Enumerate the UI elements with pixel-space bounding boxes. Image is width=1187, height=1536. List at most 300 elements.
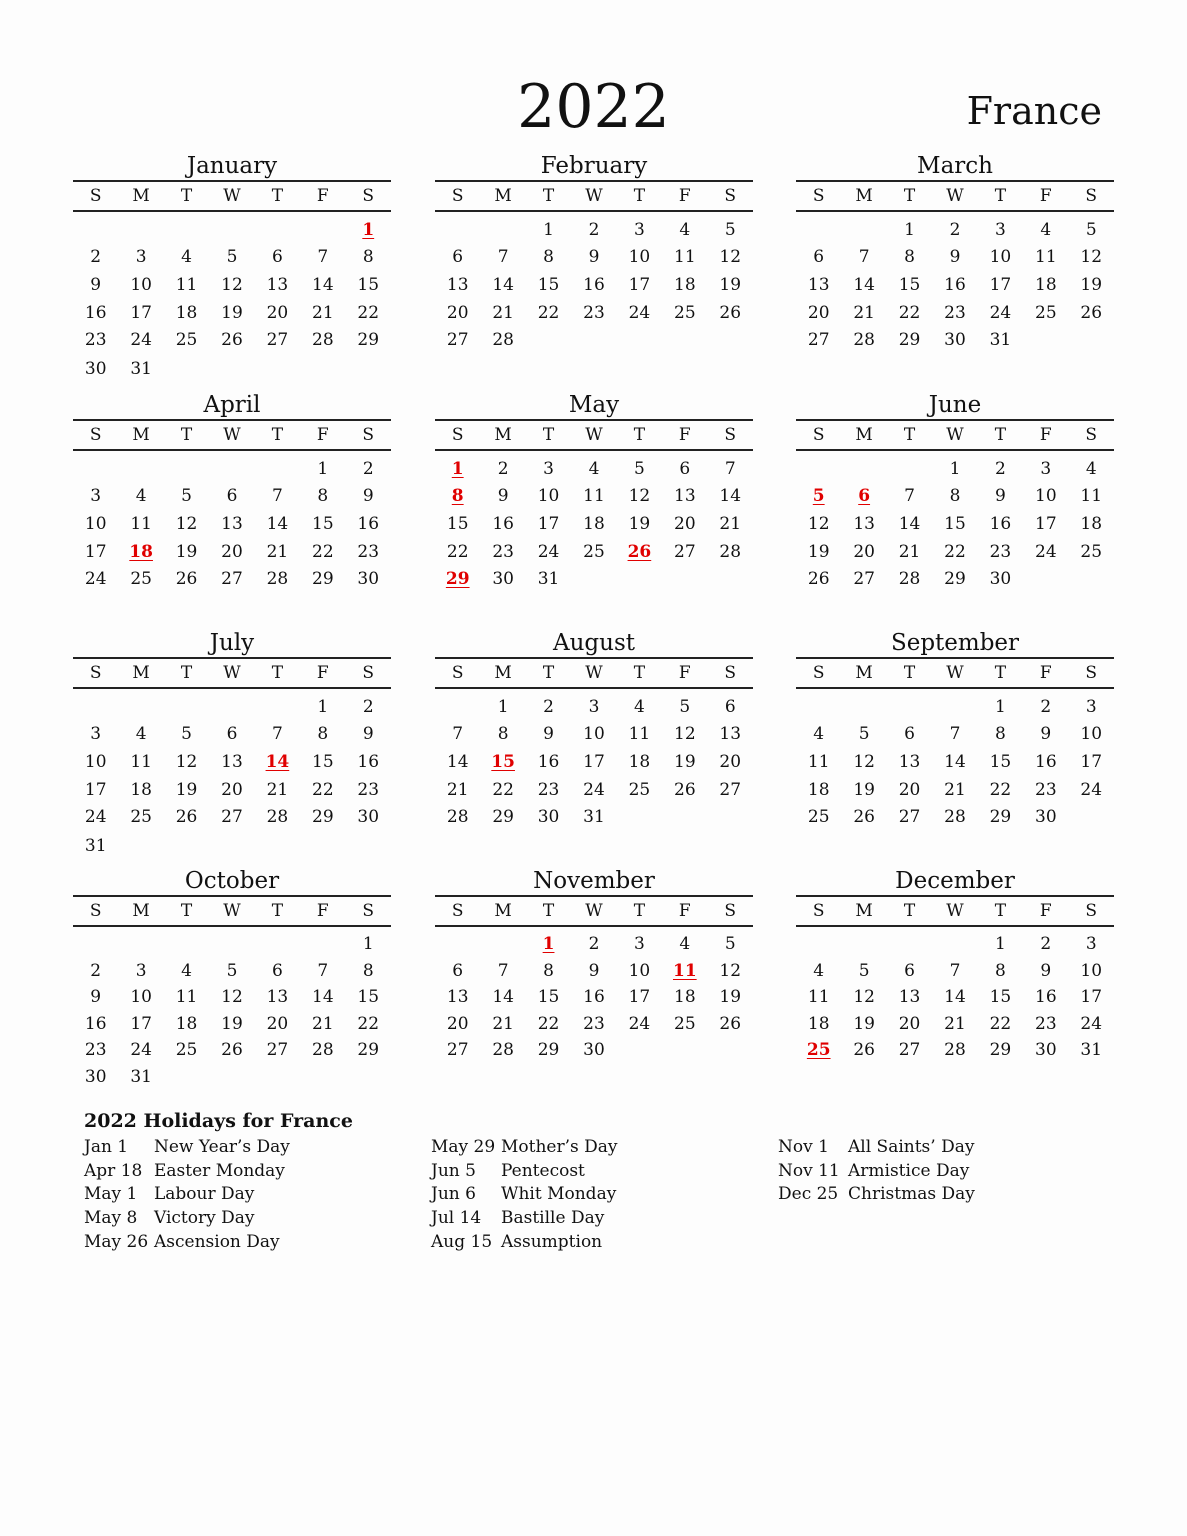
day-cell: 16 — [1035, 751, 1057, 772]
month-name: September — [796, 629, 1114, 659]
week-row — [796, 566, 1114, 594]
day-cell: 4 — [813, 960, 825, 981]
holiday-day-cell: 8 — [451, 486, 464, 506]
day-cell: 1 — [949, 459, 961, 479]
day-cell: 1 — [543, 220, 554, 240]
weekday-header — [796, 659, 1114, 689]
day-cell: 18 — [583, 513, 605, 534]
day-cell — [841, 216, 886, 244]
holiday-item — [84, 1183, 290, 1207]
day-cell: 11 — [175, 987, 198, 1007]
day-cell — [1023, 327, 1068, 355]
week-row — [796, 300, 1114, 328]
weekday-label: S — [451, 901, 464, 921]
day-cell: 11 — [628, 724, 651, 744]
day-cell: 13 — [674, 486, 696, 506]
day-cell: 23 — [989, 541, 1012, 562]
day-cell: 30 — [84, 359, 107, 380]
weeks — [73, 455, 391, 594]
holiday-date: May 26 — [84, 1231, 149, 1252]
holiday-name: Bastille Day — [501, 1208, 605, 1229]
day-cell: 12 — [1080, 247, 1103, 267]
holiday-item — [778, 1136, 975, 1160]
day-cell: 9 — [994, 486, 1006, 506]
day-cell: 1 — [904, 220, 915, 240]
day-cell: 4 — [135, 724, 147, 744]
day-cell: 15 — [446, 513, 469, 534]
day-cell: 18 — [1035, 274, 1057, 295]
day-cell: 29 — [312, 807, 334, 828]
day-cell: 14 — [266, 513, 289, 534]
month-june — [796, 391, 1114, 594]
holiday-name: Assumption — [501, 1231, 603, 1252]
day-cell: 30 — [492, 569, 514, 590]
day-cell: 16 — [1035, 987, 1057, 1007]
day-cell: 27 — [807, 330, 830, 351]
day-cell: 17 — [1080, 751, 1103, 772]
day-cell: 28 — [492, 330, 514, 351]
day-cell: 1 — [497, 697, 509, 717]
weekday-label: S — [89, 663, 102, 683]
day-cell: 19 — [221, 1013, 243, 1034]
day-cell: 10 — [130, 987, 152, 1007]
week-row — [435, 272, 753, 300]
day-cell: 14 — [492, 274, 514, 295]
day-cell: 21 — [492, 302, 514, 323]
day-cell: 7 — [949, 960, 961, 981]
month-january — [73, 152, 391, 383]
month-october — [73, 867, 391, 1090]
day-cell — [300, 1064, 345, 1091]
holiday-day-cell: 29 — [445, 569, 470, 590]
month-name: January — [73, 152, 391, 182]
day-cell: 5 — [633, 459, 645, 479]
day-cell: 19 — [719, 274, 742, 295]
month-name: May — [435, 391, 753, 421]
holiday-day-cell: 1 — [362, 220, 375, 240]
day-cell — [164, 832, 209, 860]
weekday-label: T — [903, 663, 916, 683]
day-cell: 16 — [357, 513, 380, 534]
weekday-label: T — [180, 901, 193, 921]
week-row — [73, 355, 391, 383]
day-cell: 26 — [1080, 302, 1103, 323]
day-cell: 15 — [312, 751, 334, 772]
day-cell: 1 — [362, 934, 374, 954]
day-cell: 14 — [312, 274, 334, 295]
holiday-column — [431, 1136, 618, 1254]
week-row — [73, 1037, 391, 1064]
day-cell: 5 — [226, 247, 238, 267]
day-cell — [73, 931, 118, 958]
day-cell: 22 — [989, 1013, 1012, 1034]
holiday-item — [84, 1136, 290, 1160]
week-row — [435, 539, 753, 567]
day-cell — [617, 804, 662, 832]
day-cell: 28 — [492, 1040, 514, 1060]
day-cell: 15 — [537, 274, 560, 295]
day-cell: 9 — [588, 247, 600, 267]
weekday-label: T — [271, 663, 284, 683]
day-cell — [617, 327, 662, 355]
weeks — [435, 455, 753, 594]
week-row — [435, 984, 753, 1011]
day-cell: 10 — [84, 513, 107, 534]
week-row — [796, 1011, 1114, 1038]
week-row — [435, 244, 753, 272]
weeks — [73, 216, 391, 383]
day-cell: 7 — [497, 247, 509, 267]
holiday-name: Armistice Day — [848, 1160, 970, 1181]
day-cell: 4 — [679, 934, 691, 954]
day-cell: 25 — [807, 807, 830, 828]
day-cell: 6 — [271, 247, 283, 267]
day-cell: 9 — [1040, 724, 1052, 744]
day-cell — [887, 693, 932, 721]
week-row — [796, 749, 1114, 777]
day-cell: 26 — [674, 779, 696, 800]
day-cell — [118, 832, 163, 860]
weekday-label: W — [946, 186, 964, 206]
day-cell — [73, 216, 118, 244]
day-cell: 7 — [724, 459, 736, 479]
week-row — [435, 300, 753, 328]
holiday-date: May 1 — [84, 1184, 138, 1205]
day-cell: 12 — [853, 751, 875, 772]
holiday-item — [431, 1160, 618, 1184]
day-cell: 4 — [679, 220, 691, 240]
day-cell: 13 — [807, 274, 830, 295]
day-cell: 6 — [226, 486, 238, 506]
day-cell: 6 — [271, 960, 283, 981]
month-name: March — [796, 152, 1114, 182]
weekday-label: T — [903, 425, 916, 445]
holiday-day-cell: 1 — [542, 934, 555, 954]
week-row — [435, 455, 753, 483]
week-row — [796, 511, 1114, 539]
week-row — [73, 984, 391, 1011]
day-cell: 19 — [719, 987, 742, 1007]
week-row — [73, 958, 391, 985]
holiday-name: Christmas Day — [848, 1184, 975, 1205]
week-row — [796, 984, 1114, 1011]
day-cell — [346, 355, 391, 383]
day-cell: 11 — [175, 274, 198, 295]
day-cell: 15 — [357, 274, 380, 295]
day-cell: 21 — [492, 1013, 514, 1034]
weekday-label: F — [316, 901, 329, 921]
day-cell — [617, 1037, 662, 1064]
month-july — [73, 629, 391, 860]
weekday-header — [796, 897, 1114, 927]
day-cell: 29 — [989, 807, 1012, 828]
weekday-header — [73, 659, 391, 689]
weekday-label: M — [132, 901, 150, 921]
day-cell: 12 — [807, 513, 830, 534]
day-cell: 29 — [989, 1040, 1012, 1060]
day-cell — [346, 832, 391, 860]
weekday-header — [796, 182, 1114, 212]
holiday-name: Whit Monday — [501, 1184, 617, 1205]
day-cell: 16 — [989, 513, 1012, 534]
weekday-label: F — [678, 901, 691, 921]
day-cell — [255, 455, 300, 483]
day-cell: 26 — [175, 807, 198, 828]
month-name: June — [796, 391, 1114, 421]
day-cell — [662, 804, 707, 832]
day-cell: 2 — [362, 697, 374, 717]
day-cell: 15 — [944, 513, 966, 534]
weekday-label: T — [180, 663, 193, 683]
weeks — [435, 216, 753, 355]
day-cell: 8 — [904, 247, 915, 267]
day-cell: 5 — [181, 724, 192, 744]
day-cell: 3 — [90, 486, 102, 506]
week-row — [73, 511, 391, 539]
day-cell: 12 — [175, 751, 198, 772]
weekday-label: S — [89, 901, 102, 921]
day-cell: 18 — [807, 779, 830, 800]
week-row — [435, 216, 753, 244]
day-cell: 12 — [674, 724, 696, 744]
holiday-name: All Saints’ Day — [848, 1137, 975, 1157]
day-cell: 31 — [583, 807, 605, 828]
day-cell: 27 — [853, 569, 875, 590]
day-cell: 9 — [1040, 960, 1052, 981]
day-cell: 28 — [944, 807, 966, 828]
day-cell: 27 — [898, 1040, 921, 1060]
day-cell — [209, 455, 254, 483]
day-cell: 22 — [357, 1013, 380, 1034]
day-cell: 20 — [221, 541, 243, 562]
day-cell: 26 — [719, 1013, 742, 1034]
holiday-date: Apr 18 — [84, 1160, 143, 1181]
weekday-label: T — [180, 425, 193, 445]
day-cell: 18 — [628, 751, 651, 772]
weekday-label: S — [89, 186, 102, 206]
day-cell: 5 — [1085, 220, 1097, 240]
day-cell — [209, 1064, 254, 1091]
day-cell: 3 — [633, 934, 645, 954]
day-cell — [255, 931, 300, 958]
month-september — [796, 629, 1114, 832]
weeks — [796, 216, 1114, 355]
weekday-label: S — [724, 901, 737, 921]
week-row — [73, 483, 391, 511]
weekday-label: W — [946, 425, 964, 445]
weekday-label: T — [542, 425, 555, 445]
day-cell: 10 — [130, 274, 152, 295]
holiday-name: Ascension Day — [154, 1231, 280, 1252]
weekday-label: T — [633, 663, 646, 683]
week-row — [73, 539, 391, 567]
day-cell: 29 — [944, 569, 966, 590]
holiday-date: May 29 — [431, 1137, 496, 1157]
weekday-label: S — [812, 425, 825, 445]
day-cell — [796, 216, 841, 244]
week-row — [73, 272, 391, 300]
holiday-name: Pentecost — [501, 1160, 585, 1181]
holiday-item — [431, 1183, 618, 1207]
day-cell: 1 — [994, 934, 1006, 954]
day-cell: 19 — [221, 302, 243, 323]
day-cell: 30 — [989, 569, 1012, 590]
weekday-label: M — [855, 425, 873, 445]
weekday-label: S — [724, 425, 737, 445]
day-cell: 11 — [130, 513, 152, 534]
week-row — [796, 272, 1114, 300]
day-cell: 3 — [1085, 934, 1097, 954]
day-cell: 8 — [543, 247, 554, 267]
day-cell: 28 — [266, 807, 289, 828]
day-cell: 7 — [271, 724, 283, 744]
month-name: August — [435, 629, 753, 659]
day-cell — [708, 804, 753, 832]
week-row — [73, 832, 391, 860]
day-cell: 8 — [994, 724, 1006, 744]
day-cell: 11 — [583, 486, 605, 506]
holiday-day-cell: 5 — [812, 486, 825, 506]
day-cell: 19 — [175, 779, 198, 800]
day-cell: 9 — [543, 724, 554, 744]
week-row — [435, 931, 753, 958]
day-cell: 23 — [583, 302, 605, 323]
weeks — [435, 693, 753, 832]
day-cell: 2 — [543, 697, 554, 717]
day-cell: 25 — [1035, 302, 1057, 323]
weekday-label: S — [451, 425, 464, 445]
day-cell: 24 — [1035, 541, 1057, 562]
day-cell — [708, 1037, 753, 1064]
weekday-label: W — [585, 663, 603, 683]
holiday-item — [431, 1207, 618, 1231]
day-cell: 28 — [312, 1040, 334, 1060]
day-cell: 3 — [1085, 697, 1097, 717]
day-cell: 18 — [130, 779, 152, 800]
day-cell: 7 — [904, 486, 915, 506]
day-cell: 6 — [904, 724, 915, 744]
day-cell: 9 — [362, 486, 374, 506]
day-cell: 21 — [266, 779, 289, 800]
weekday-label: T — [542, 901, 555, 921]
day-cell: 12 — [221, 987, 243, 1007]
day-cell: 2 — [362, 459, 374, 479]
day-cell: 19 — [853, 1013, 875, 1034]
day-cell: 17 — [130, 302, 152, 323]
day-cell: 5 — [858, 960, 870, 981]
day-cell: 17 — [130, 1013, 152, 1034]
day-cell: 6 — [724, 697, 736, 717]
day-cell — [209, 355, 254, 383]
holiday-name: Mother’s Day — [501, 1137, 618, 1157]
day-cell: 2 — [90, 960, 102, 981]
day-cell: 17 — [84, 541, 107, 562]
day-cell: 4 — [633, 697, 645, 717]
holiday-date: Aug 15 — [431, 1231, 493, 1252]
weekday-label: S — [362, 901, 375, 921]
day-cell: 29 — [357, 330, 380, 351]
weekday-label: T — [903, 186, 916, 206]
weekday-label: T — [180, 186, 193, 206]
day-cell: 26 — [853, 807, 875, 828]
day-cell: 28 — [853, 330, 875, 351]
weekday-label: F — [316, 425, 329, 445]
week-row — [73, 244, 391, 272]
weekday-header — [435, 421, 753, 451]
week-row — [796, 804, 1114, 832]
day-cell — [255, 216, 300, 244]
weeks — [796, 455, 1114, 594]
country-title: France — [966, 89, 1102, 133]
day-cell: 14 — [898, 513, 921, 534]
holiday-day-cell: 14 — [265, 751, 290, 772]
weeks — [796, 693, 1114, 832]
day-cell: 23 — [84, 1040, 107, 1060]
day-cell: 17 — [537, 513, 560, 534]
day-cell: 20 — [221, 779, 243, 800]
day-cell: 27 — [719, 779, 742, 800]
day-cell — [73, 693, 118, 721]
holidays-title: 2022 Holidays for France — [84, 1110, 353, 1132]
day-cell: 12 — [221, 274, 243, 295]
holiday-item — [778, 1160, 975, 1184]
week-row — [796, 1037, 1114, 1064]
day-cell — [662, 566, 707, 594]
day-cell — [209, 693, 254, 721]
week-row — [73, 693, 391, 721]
day-cell: 13 — [221, 751, 243, 772]
weekday-label: F — [678, 663, 691, 683]
weekday-label: S — [812, 901, 825, 921]
weekday-label: M — [494, 425, 512, 445]
day-cell — [346, 1064, 391, 1091]
day-cell: 7 — [497, 960, 509, 981]
day-cell: 30 — [944, 330, 966, 351]
day-cell: 22 — [898, 302, 921, 323]
holiday-name: Victory Day — [154, 1208, 255, 1229]
day-cell: 23 — [1035, 1013, 1057, 1034]
weekday-label: M — [855, 901, 873, 921]
day-cell — [526, 327, 571, 355]
day-cell: 23 — [1035, 779, 1057, 800]
weekday-header — [435, 659, 753, 689]
day-cell: 2 — [1040, 697, 1052, 717]
weekday-header — [73, 182, 391, 212]
day-cell: 23 — [583, 1013, 605, 1034]
weekday-label: T — [271, 425, 284, 445]
weekday-header — [435, 182, 753, 212]
day-cell: 28 — [944, 1040, 966, 1060]
day-cell: 22 — [537, 1013, 560, 1034]
weekday-label: F — [316, 663, 329, 683]
day-cell: 29 — [898, 330, 921, 351]
day-cell: 20 — [719, 751, 742, 772]
day-cell: 5 — [181, 486, 192, 506]
day-cell — [164, 455, 209, 483]
day-cell — [435, 693, 480, 721]
week-row — [73, 327, 391, 355]
week-row — [73, 721, 391, 749]
day-cell: 17 — [1035, 513, 1057, 534]
day-cell: 13 — [898, 751, 921, 772]
week-row — [435, 483, 753, 511]
week-row — [73, 455, 391, 483]
weekday-label: F — [678, 425, 691, 445]
day-cell: 31 — [989, 330, 1012, 351]
day-cell — [932, 931, 977, 958]
day-cell: 20 — [898, 779, 921, 800]
week-row — [796, 958, 1114, 985]
